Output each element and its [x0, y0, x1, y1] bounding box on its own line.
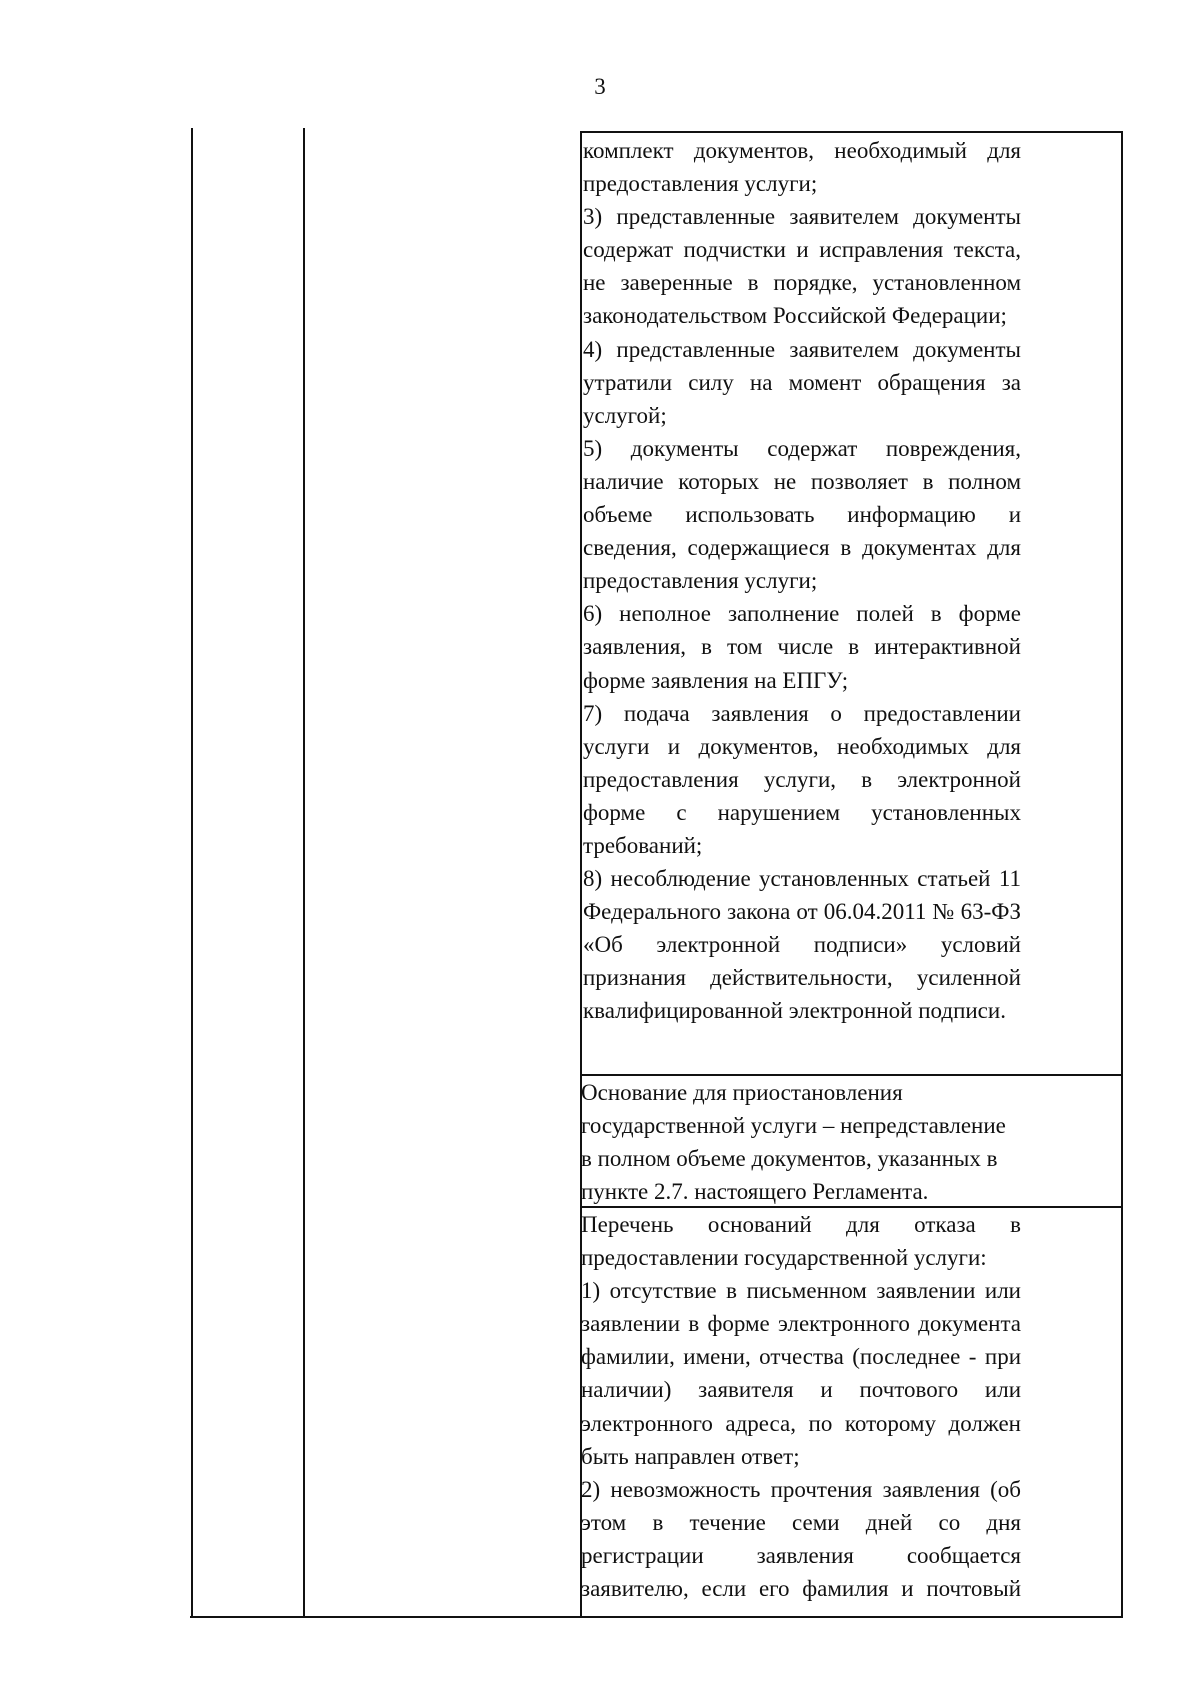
table-bottom-border: [190, 1616, 1123, 1618]
cell-1-item-8: 8) несоблюдение установленных статьей 11 Федерального закона от 06.04.2011 № 63-ФЗ «Об электронной подписи» условий признания действительности, усиленной квалифицированной электронной подписи.: [583, 866, 1021, 1024]
table-border-right: [1121, 132, 1123, 1618]
cell-1-item-6: 6) неполное заполнение полей в форме заявления, в том числе в интерактивной форме заявления на ЕПГУ;: [583, 601, 1021, 693]
cell-2-line-3: в полном объеме документов, указанных в: [581, 1146, 998, 1172]
table-column-divider-1: [303, 128, 305, 1618]
cell-3-paragraph-intro: Перечень оснований для отказа в предоставлении государственной услуги:: [581, 1212, 1021, 1271]
cell-3-item-2: 2) невозможность прочтения заявления (об этом в течение семи дней со дня регистрации заявления сообщается заявителю, если его фамилия и почтовый: [581, 1476, 1021, 1602]
cell-2-line-1: Основание для приостановления: [581, 1080, 903, 1105]
cell-2-line-4: пункте 2.7. настоящего Регламента.: [581, 1179, 929, 1205]
table-border-left: [191, 128, 193, 1618]
cell-2-line-2: государственной услуги – непредставление: [581, 1113, 1006, 1139]
table-cell-refusal-grounds: [581, 1208, 1021, 1605]
table-cell-refusal-grounds-continued: [583, 134, 1021, 1028]
cell-1-item-4: 4) представленные заявителем документы утратили силу на момент обращения за услугой;: [583, 336, 1021, 428]
table-cell-suspension-grounds: [581, 1076, 1021, 1208]
cell-1-top-border: [580, 131, 1123, 133]
cell-1-item-5: 5) документы содержат повреждения, наличие которых не позволяет в полном объеме использовать информацию и сведения, содержащиеся в документах для предоставления услуги;: [583, 435, 1021, 594]
cell-1-item-3: 3) представленные заявителем документы содержат подчистки и исправления текста, не заверенные в порядке, установленном законодательством Российской Федерации;: [583, 204, 1021, 329]
cell-1-paragraph-intro: комплект документов, необходимый для предоставления услуги;: [583, 138, 1021, 197]
page-number: 3: [594, 74, 606, 99]
cell-3-item-1: 1) отсутствие в письменном заявлении или заявлении в форме электронного документа фамилии, имени, отчества (последнее - при наличии) заявителя и почтового или электронного адреса, по которому должен быть направлен ответ;: [581, 1278, 1021, 1469]
cell-1-item-7: 7) подача заявления о предоставлении услуги и документов, необходимых для предоставления услуги, в электронной форме с нарушением установленных требований;: [583, 700, 1021, 858]
